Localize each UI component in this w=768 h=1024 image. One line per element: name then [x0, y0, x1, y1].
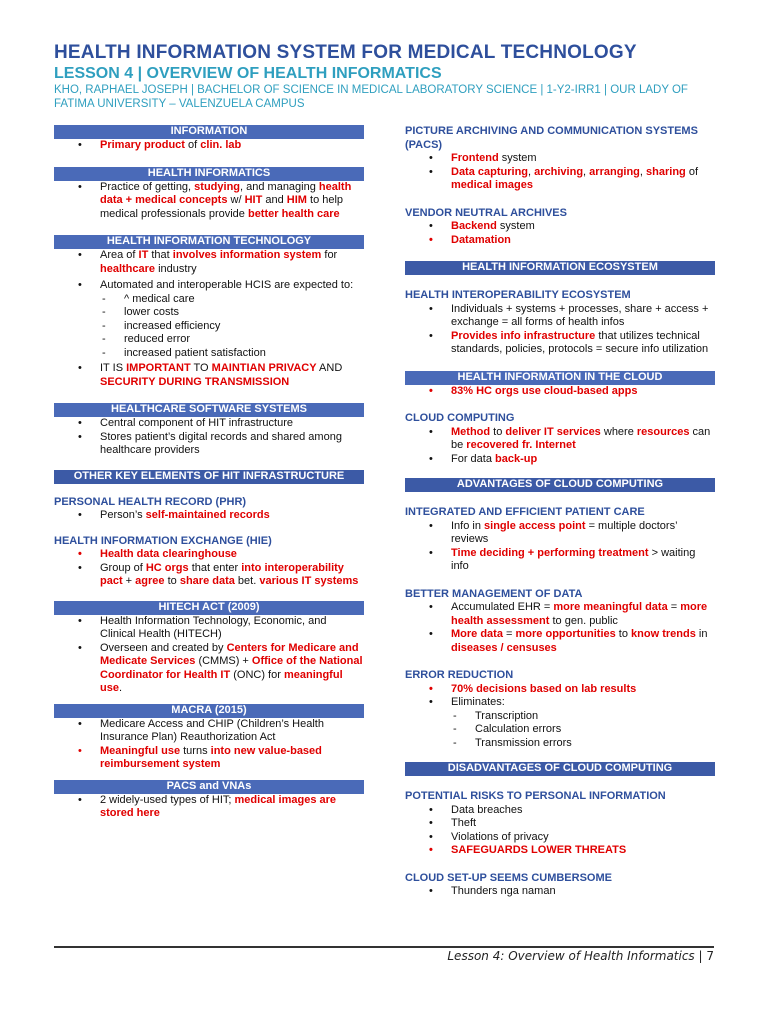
hitech-list: [54, 615, 364, 696]
vna-title: VENDOR NEUTRAL ARCHIVES: [405, 206, 567, 219]
risks-title: POTENTIAL RISKS TO PERSONAL INFORMATION: [405, 790, 666, 802]
dash-item: - lower costs: [54, 306, 364, 320]
cloud-list: [405, 385, 715, 399]
informatics-list: [54, 181, 364, 222]
section-bar-other-elements: OTHER KEY ELEMENTS OF HIT INFRASTRUCTURE: [54, 470, 364, 484]
list-item: • Group of HC orgs that enter into interoperability pact + agree to share data bet. various IT systems: [54, 562, 364, 589]
page-number: 7: [706, 949, 714, 963]
list-item: • Theft: [405, 817, 715, 831]
page-footer: Lesson 4: Overview of Health Informatics | 7: [447, 949, 714, 963]
data-management-title: BETTER MANAGEMENT OF DATA: [405, 587, 583, 600]
cumbersome-list: [405, 885, 715, 899]
list-item: • Practice of getting, studying, and managing health data + medical concepts w/ HIT and HIM to help medical professionals provide better health care: [54, 181, 364, 222]
list-item: • Data breaches: [405, 804, 715, 818]
macra-list: [54, 718, 364, 772]
list-item: • Datamation: [405, 234, 715, 248]
ecosystem-list: [405, 303, 715, 357]
section-bar-advantages: ADVANTAGES OF CLOUD COMPUTING: [405, 478, 715, 492]
software-list: [54, 417, 364, 458]
list-item: • 70% decisions based on lab results: [405, 683, 715, 697]
left-column: [54, 125, 364, 821]
list-item: • Area of IT that involves information system for healthcare industry: [54, 249, 364, 276]
hit-list: [54, 249, 364, 389]
information-list: [54, 139, 364, 153]
list-item: • Health data clearinghouse: [54, 548, 364, 562]
dash-item: - ^ medical care: [54, 293, 364, 307]
list-item: • 2 widely-used types of HIT; medical images are stored here: [54, 794, 364, 821]
section-bar-health-informatics: HEALTH INFORMATICS: [54, 167, 364, 181]
list-item: • Violations of privacy: [405, 831, 715, 845]
risks-list: [405, 804, 715, 858]
list-item: • For data back-up: [405, 453, 715, 467]
pacs-list: [405, 152, 715, 193]
section-bar-hitech: HITECH ACT (2009): [54, 601, 364, 615]
list-item: • Method to deliver IT services where resources can be recovered fr. Internet: [405, 426, 715, 453]
list-item: • Person’s self-maintained records: [54, 509, 364, 523]
list-item: • IT IS IMPORTANT TO MAINTIAN PRIVACY AND SECURITY DURING TRANSMISSION: [54, 362, 364, 389]
footer-text: Lesson 4: Overview of Health Informatics: [447, 949, 695, 963]
section-bar-hit: HEALTH INFORMATION TECHNOLOGY: [54, 235, 364, 249]
dash-item: - Transmission errors: [405, 737, 715, 751]
dash-item: - Calculation errors: [405, 723, 715, 737]
dash-item: - increased patient satisfaction: [54, 347, 364, 361]
list-item: • Individuals + systems + processes, share + access + exchange = all forms of health infos: [405, 303, 715, 330]
list-item: • Medicare Access and CHIP (Children’s Health Insurance Plan) Reauthorization Act: [54, 718, 364, 745]
hie-list: [54, 548, 364, 589]
cumbersome-title: CLOUD SET-UP SEEMS CUMBERSOME: [405, 871, 612, 884]
phr-title: PERSONAL HEALTH RECORD (PHR): [54, 495, 247, 508]
list-item: • SAFEGUARDS LOWER THREATS: [405, 844, 715, 858]
data-management-list: [405, 601, 715, 655]
document-title: HEALTH INFORMATION SYSTEM FOR MEDICAL TECHNOLOGY: [54, 42, 637, 63]
interoperability-title: HEALTH INTEROPERABILITY ECOSYSTEM: [405, 289, 631, 301]
list-item: • Health Information Technology, Economic, and Clinical Health (HITECH): [54, 615, 364, 642]
list-item: • Backend system: [405, 220, 715, 234]
list-item: • More data = more opportunities to know trends in diseases / censuses: [405, 628, 715, 655]
list-item: • Time deciding + performing treatment > waiting info: [405, 547, 715, 574]
list-item: • Central component of HIT infrastructure: [54, 417, 364, 431]
cloud-computing-title: CLOUD COMPUTING: [405, 412, 515, 424]
integrated-care-list: [405, 520, 715, 574]
list-item: • Eliminates: - Transcription - Calculation errors - Transmission errors: [405, 696, 715, 750]
list-item: • Thunders ngа naman: [405, 885, 715, 899]
section-bar-software: HEALTHCARE SOFTWARE SYSTEMS: [54, 403, 364, 417]
page-header: [54, 42, 714, 111]
phr-list: [54, 509, 364, 523]
right-column: [405, 125, 715, 899]
list-item: • Frontend system: [405, 152, 715, 166]
section-bar-ecosystem: HEALTH INFORMATION ECOSYSTEM: [405, 261, 715, 275]
dash-item: - Transcription: [405, 710, 715, 724]
section-bar-information: INFORMATION: [54, 125, 364, 139]
author-line: KHO, RAPHAEL JOSEPH | BACHELOR OF SCIENCE IN MEDICAL LABORATORY SCIENCE | 1-Y2-IRR1 | OUR LADY OF FATIMA UNIVERSITY – VALENZUELA CAMPUS: [54, 84, 688, 110]
list-item: • Accumulated EHR = more meaningful data = more health assessment to gen. public: [405, 601, 715, 628]
list-item: • Meaningful use turns into new value-based reimbursement system: [54, 745, 364, 772]
list-item: • 83% HC orgs use cloud-based apps: [405, 385, 715, 399]
hie-title: HEALTH INFORMATION EXCHANGE (HIE): [54, 534, 272, 547]
list-item: • Overseen and created by Centers for Medicare and Medicate Services (CMMS) + Office of the National Coordinator for Health IT (ONC) for meaningful use.: [54, 642, 364, 696]
section-bar-cloud: HEALTH INFORMATION IN THE CLOUD: [405, 371, 715, 385]
cloud-computing-list: [405, 426, 715, 467]
list-item: • Provides info infrastructure that utilizes technical standards, policies, protocols = secure info utilization: [405, 330, 715, 357]
list-item: • Data capturing, archiving, arranging, sharing of medical images: [405, 166, 715, 193]
error-reduction-title: ERROR REDUCTION: [405, 669, 514, 681]
list-item: • Automated and interoperable HCIS are expected to: - ^ medical care - lower costs - increased efficiency - reduced error - increased patient satisfaction: [54, 279, 364, 360]
pacs-vna-list: [54, 794, 364, 821]
dash-item: - increased efficiency: [54, 320, 364, 334]
list-item: • Stores patient’s digital records and shared among healthcare providers: [54, 431, 364, 458]
error-reduction-list: [405, 683, 715, 751]
section-bar-pacs-vnas: PACS and VNAs: [54, 780, 364, 794]
section-bar-macra: MACRA (2015): [54, 704, 364, 718]
list-item: • Info in single access point = multiple doctors’ reviews: [405, 520, 715, 547]
eliminates-dash-list: [405, 710, 715, 751]
lesson-title: LESSON 4 | OVERVIEW OF HEALTH INFORMATICS: [54, 65, 442, 82]
dash-item: - reduced error: [54, 333, 364, 347]
hit-dash-list: [54, 293, 364, 361]
integrated-care-title: INTEGRATED AND EFFICIENT PATIENT CARE: [405, 506, 645, 518]
list-item: • Primary product of clin. lab: [54, 139, 364, 153]
vna-list: [405, 220, 715, 247]
section-bar-disadvantages: DISADVANTAGES OF CLOUD COMPUTING: [405, 762, 715, 776]
pacs-title: PICTURE ARCHIVING AND COMMUNICATION SYSTEMS (PACS): [405, 125, 698, 151]
